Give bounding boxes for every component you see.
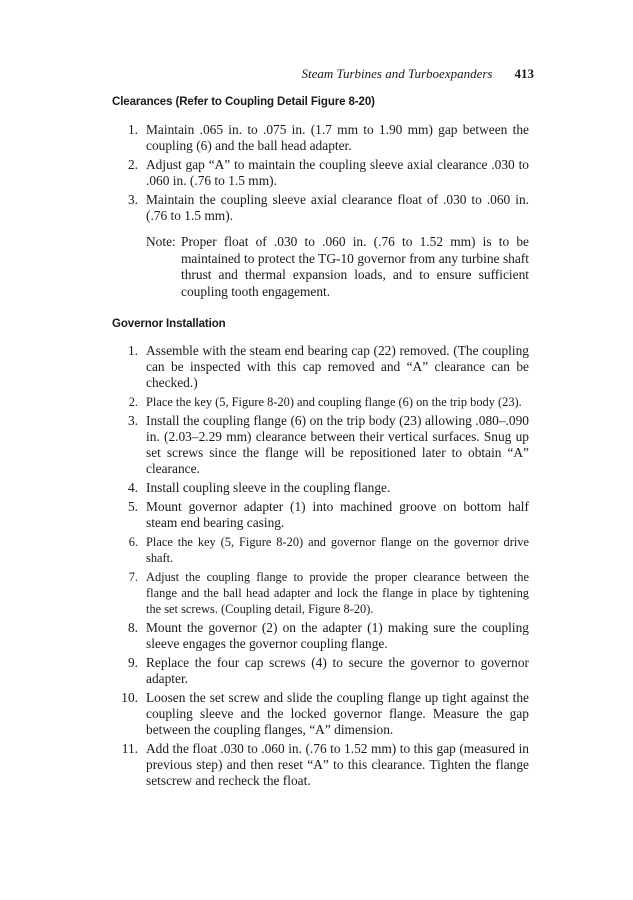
item-number: 10. [121,690,138,705]
list-item [0,741,529,789]
list-item [0,499,529,531]
running-head [0,66,534,82]
item-text: Mount governor adapter (1) into machined groove on bottom half steam end bearing casing. [146,499,529,530]
list-item [0,655,529,687]
item-text: Maintain the coupling sleeve axial clearance float of .030 to .060 in. (.76 to 1.5 mm). [146,192,529,223]
item-text: Loosen the set screw and slide the coupling flange up tight against the coupling sleeve and the locked governor flange. Measure the gap between the coupling flanges, “A” dimension. [146,690,529,737]
list-item [0,620,529,652]
item-text: Install coupling sleeve in the coupling flange. [146,480,391,495]
item-number: 11. [121,741,138,756]
item-text: Maintain .065 in. to .075 in. (1.7 mm to 1.90 mm) gap between the coupling (6) and the ball head adapter. [146,122,529,153]
item-text: Mount the governor (2) on the adapter (1) making sure the coupling sleeve engages the governor coupling flange. [146,620,529,651]
item-number: 3. [127,192,138,207]
list-item [0,343,529,391]
item-number: 4. [127,480,138,495]
note-text: Proper float of .030 to .060 in. (.76 to 1.52 mm) is to be maintained to protect the TG-10 governor from any turbine shaft thrust and thermal expansion loads, and to ensure sufficient coupling tooth engagement. [181,234,529,299]
item-number: 8. [127,620,138,635]
clearances-heading: Clearances (Refer to Coupling Detail Figure 8-20) [112,96,375,108]
item-text: Assemble with the steam end bearing cap (22) removed. (The coupling can be inspected with this cap removed and “A” clearance can be checked.) [146,343,529,390]
item-number: 9. [127,655,138,670]
item-number: 2. [128,395,138,409]
list-item [0,534,529,566]
note-block [146,234,529,300]
list-item [0,157,529,189]
item-text: Install the coupling flange (6) on the trip body (23) allowing .080–.090 in. (2.03–2.29 mm) clearance between their vertical surfaces. Snug up set screws since the flange will be repositioned later to obtain “A” clearance. [146,413,529,476]
item-text: Add the float .030 to .060 in. (.76 to 1.52 mm) to this gap (measured in previous step) and then reset “A” to this clearance. Tighten the flange setscrew and recheck the float. [146,741,529,788]
list-item [0,122,529,154]
list-item [0,690,529,738]
item-text: Place the key (5, Figure 8-20) and coupling flange (6) on the trip body (23). [146,395,522,409]
item-text: Place the key (5, Figure 8-20) and governor flange on the governor drive shaft. [146,535,529,565]
list-item [0,394,529,410]
item-number: 7. [128,570,138,584]
item-number: 3. [127,413,138,428]
item-number: 5. [127,499,138,514]
list-item [0,569,529,617]
item-text: Replace the four cap screws (4) to secure the governor to governor adapter. [146,655,529,686]
item-text: Adjust gap “A” to maintain the coupling sleeve axial clearance .030 to .060 in. (.76 to 1.5 mm). [146,157,529,188]
page-number: 413 [514,66,534,81]
governor-installation-list [0,343,633,792]
item-text: Adjust the coupling flange to provide the proper clearance between the flange and the ball head adapter and lock the flange in place by tightening the set screws. (Coupling detail, Figure 8-20). [146,570,529,616]
item-number: 2. [127,157,138,172]
item-number: 1. [127,343,138,358]
list-item [0,192,529,224]
item-number: 6. [128,535,138,549]
item-number: 1. [127,122,138,137]
clearances-list [0,122,633,227]
list-item [0,480,529,496]
governor-installation-heading: Governor Installation [112,318,226,330]
list-item [0,413,529,477]
running-head-title: Steam Turbines and Turboexpanders [301,66,493,81]
note-label: Note: [146,234,176,249]
